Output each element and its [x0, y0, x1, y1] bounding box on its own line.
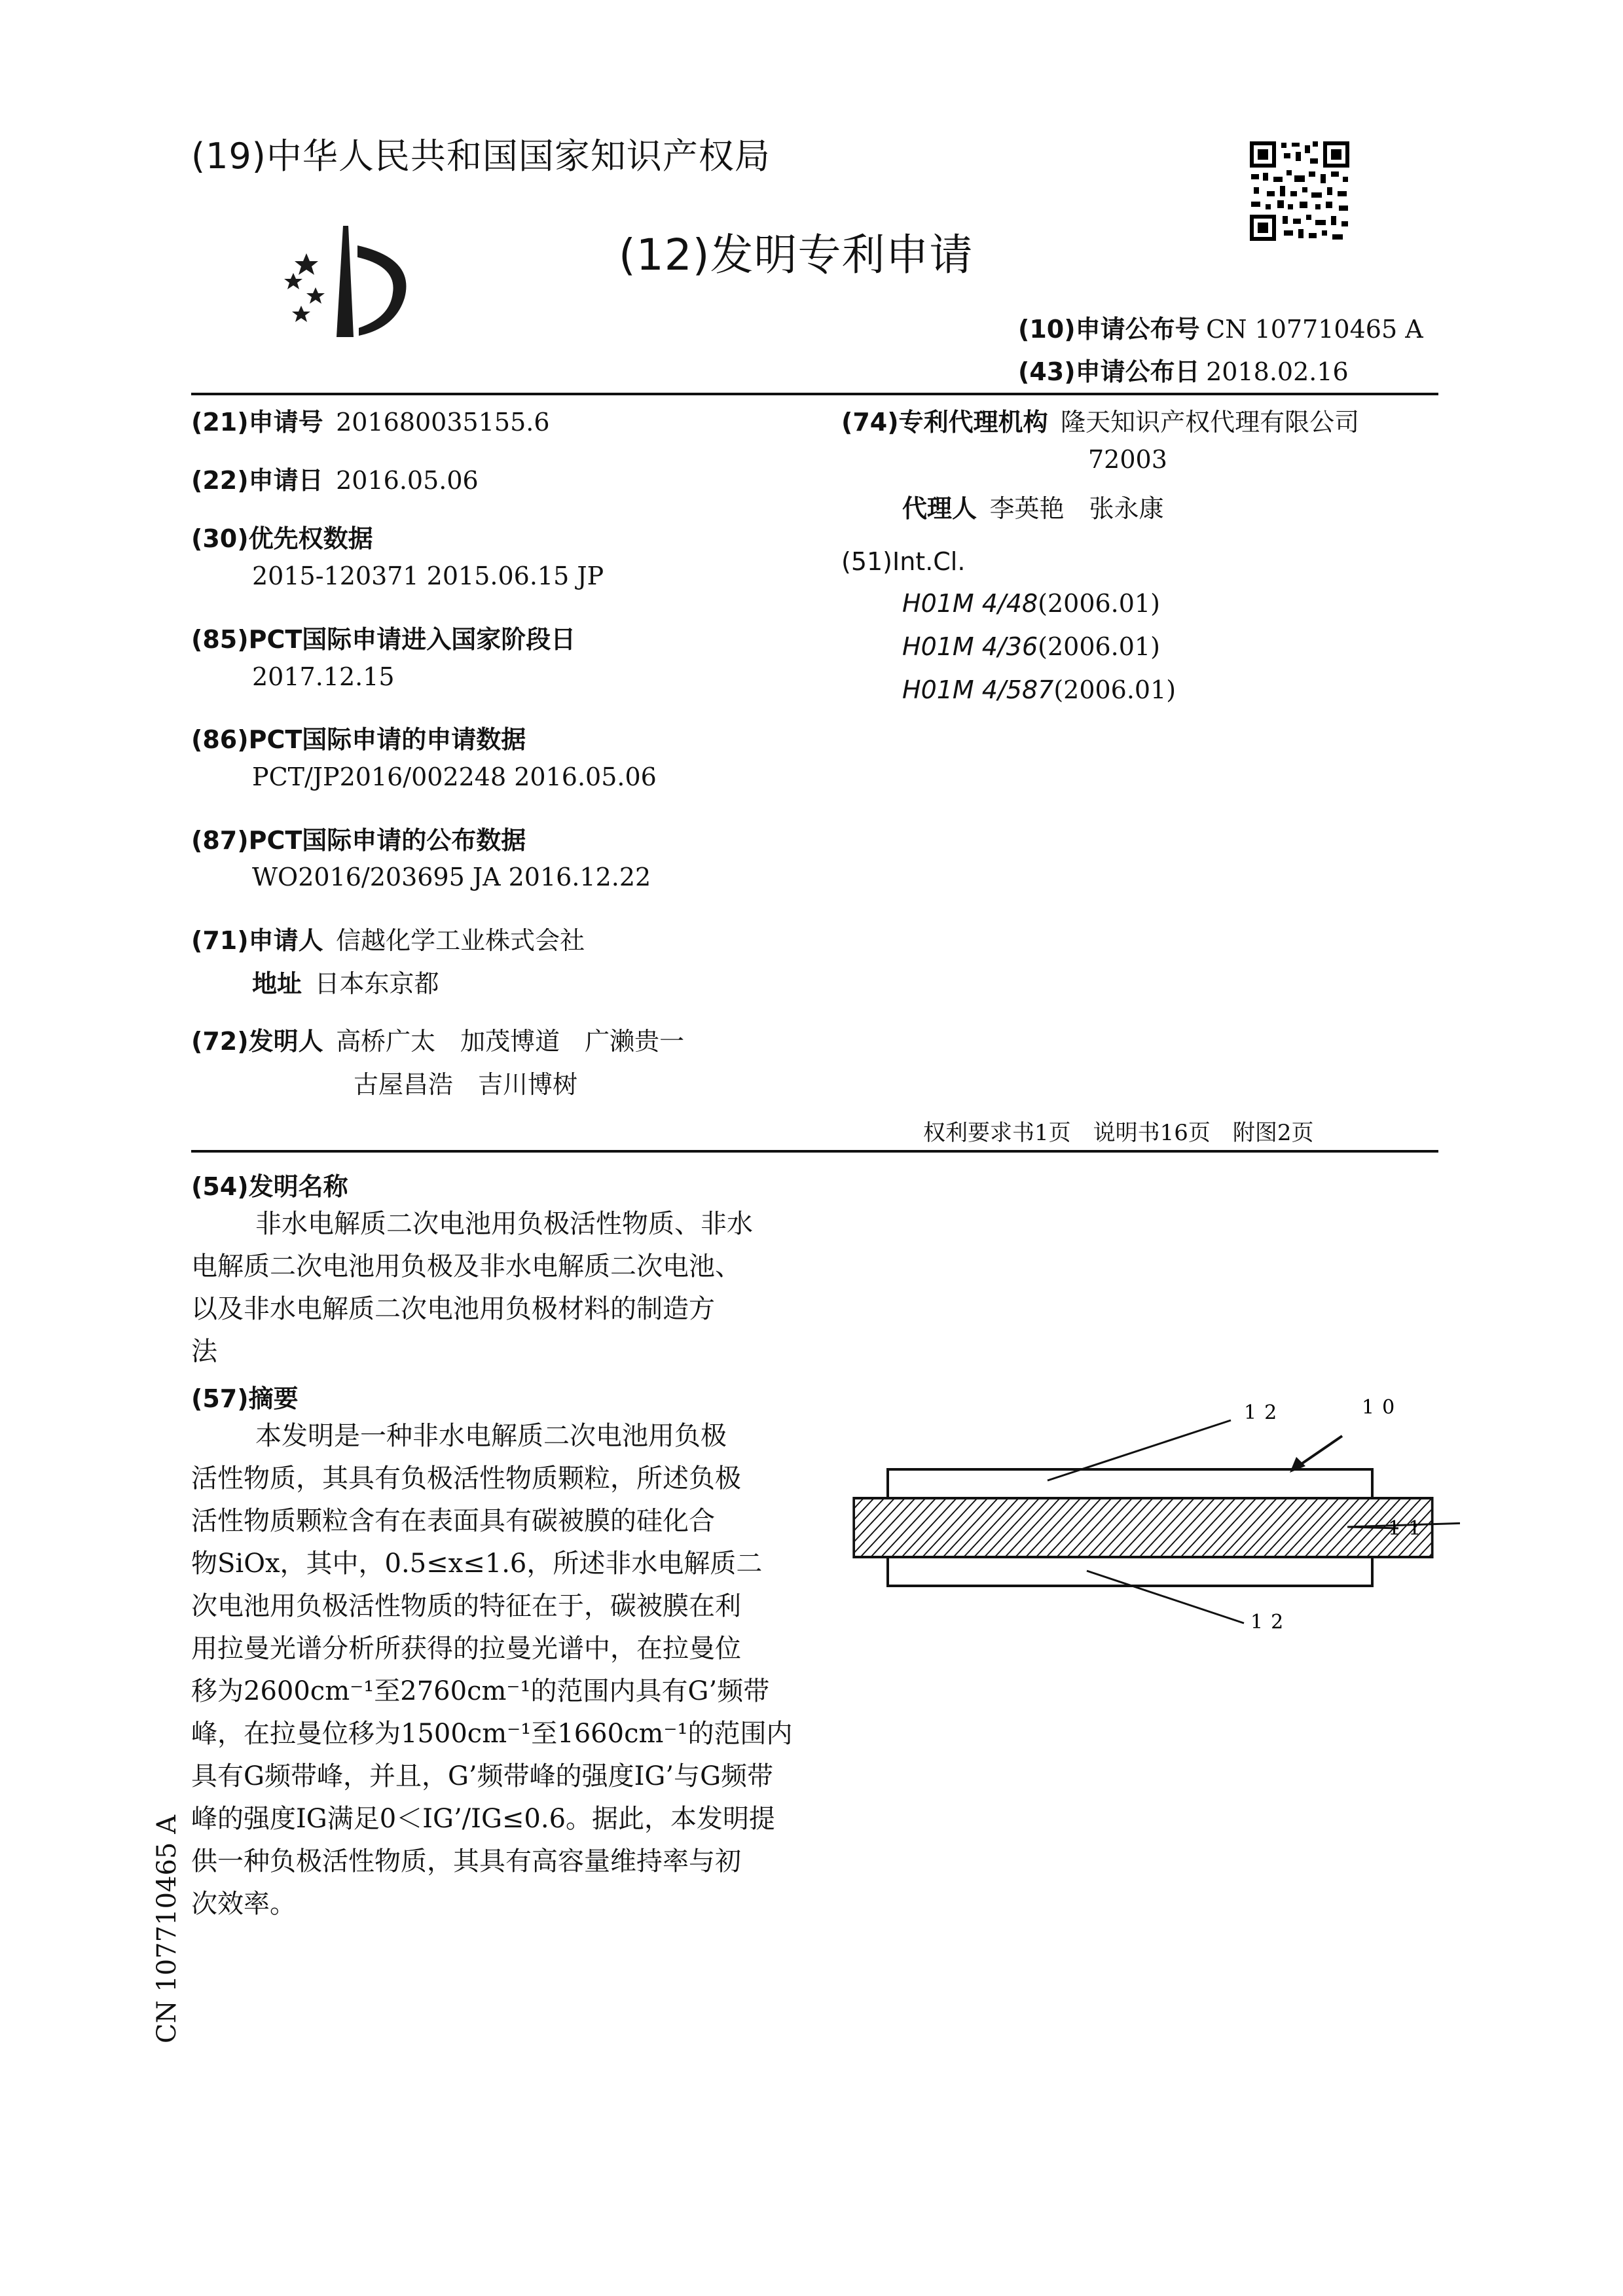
title-line: 非水电解质二次电池用负极活性物质、非水: [255, 1209, 753, 1239]
abstract-line: 活性物质，其具有负极活性物质颗粒，所述负极: [191, 1463, 741, 1494]
app-date: 2016.05.06: [336, 466, 479, 495]
abstract-text: [191, 1415, 800, 1926]
ipc-code: H01M 4/36: [902, 632, 1038, 661]
agency-row: [841, 402, 1359, 438]
ipc-year: (2006.01): [1053, 675, 1176, 704]
ipc-year: (2006.01): [1038, 589, 1160, 618]
app-no: 201680035155.6: [336, 408, 550, 437]
side-doc-number: CN 107710465 A: [152, 1815, 182, 2043]
ipc-year: (2006.01): [1038, 632, 1160, 661]
qr-code: [1247, 139, 1352, 243]
agency-label: (74)专利代理机构: [841, 408, 1048, 437]
agents: 李英艳 张永康: [989, 494, 1164, 523]
ipc-code: H01M 4/587: [902, 675, 1054, 704]
inventors-line1: 高桥广太 加茂博道 广濑贵一: [336, 1027, 685, 1056]
address: 日本东京都: [314, 969, 439, 998]
pub-no-label: (10)申请公布号: [1018, 315, 1200, 344]
title-line: 以及非水电解质二次电池用负极材料的制造方: [191, 1294, 715, 1324]
ipc-code: H01M 4/48: [902, 589, 1038, 618]
page-counts: 权利要求书1页 说明书16页 附图2页: [923, 1120, 1314, 1146]
applicant-row: [191, 920, 585, 956]
ipc-row: [902, 675, 1176, 705]
abstract-line: 峰的强度IG满足0＜IG’/IG≤0.6。据此，本发明提: [191, 1804, 776, 1834]
abstract-line: 峰，在拉曼位移为1500cm⁻¹至1660cm⁻¹的范围内: [191, 1719, 793, 1749]
pub-date-label: (43)申请公布日: [1018, 357, 1200, 386]
section-divider: [191, 1150, 1438, 1153]
applicant: 信越化学工业株式会社: [336, 926, 585, 955]
app-date-label: (22)申请日: [191, 466, 323, 495]
abstract-line: 次电池用负极活性物质的特征在于，碳被膜在利: [191, 1591, 741, 1621]
pub-date-row: [1018, 351, 1349, 387]
agent-label: 代理人: [902, 494, 977, 523]
electrode-figure: [838, 1368, 1460, 1643]
abstract-label: (57)摘要: [191, 1384, 299, 1413]
ipc-row: [902, 632, 1160, 662]
abstract-line: 本发明是一种非水电解质二次电池用负极: [255, 1421, 727, 1451]
cnipa-logo: [267, 219, 424, 344]
invention-title: [191, 1203, 800, 1373]
pct-entry-label: (85)PCT国际申请进入国家阶段日: [191, 625, 576, 654]
label-12-top: 12: [1244, 1401, 1285, 1424]
pub-no: CN 107710465 A: [1206, 315, 1423, 344]
intcl-label: (51)Int.Cl.: [841, 547, 966, 576]
priority-data: 2015-120371 2015.06.15 JP: [252, 562, 604, 590]
abstract-line: 活性物质颗粒含有在表面具有碳被膜的硅化合: [191, 1506, 715, 1536]
current-collector: [854, 1498, 1432, 1557]
app-no-label: (21)申请号: [191, 408, 323, 437]
title-line: 法: [191, 1336, 217, 1367]
inventors-label: (72)发明人: [191, 1027, 323, 1056]
abstract-line: 物SiOx，其中，0.5≤x≤1.6，所述非水电解质二: [191, 1549, 763, 1579]
address-row: [252, 963, 439, 999]
app-date-row: [191, 460, 479, 496]
pct-app-data: PCT/JP2016/002248 2016.05.06: [252, 762, 657, 791]
title-line: 电解质二次电池用负极及非水电解质二次电池、: [191, 1251, 741, 1282]
agency-code: 72003: [1088, 445, 1167, 474]
label-11: 11: [1388, 1517, 1429, 1540]
inventors-row: [191, 1021, 684, 1057]
app-no-row: [191, 402, 550, 438]
priority-label: (30)优先权数据: [191, 524, 373, 553]
agency: 隆天知识产权代理有限公司: [1061, 408, 1360, 437]
pub-date: 2018.02.16: [1206, 357, 1349, 386]
applicant-label: (71)申请人: [191, 926, 323, 955]
office-name: (19)中华人民共和国国家知识产权局: [191, 135, 771, 177]
title-label: (54)发明名称: [191, 1172, 348, 1201]
arrow-line: [1296, 1436, 1342, 1467]
address-label: 地址: [252, 969, 302, 998]
abstract-line: 移为2600cm⁻¹至2760cm⁻¹的范围内具有G’频带: [191, 1676, 770, 1706]
abstract-line: 次效率。: [191, 1889, 296, 1919]
pct-pub-data: WO2016/203695 JA 2016.12.22: [252, 863, 651, 891]
abstract-line: 供一种负极活性物质，其具有高容量维持率与初: [191, 1846, 741, 1876]
active-layer-top: [888, 1469, 1372, 1498]
pct-entry-date: 2017.12.15: [252, 662, 395, 691]
pub-no-row: [1018, 309, 1423, 345]
active-layer-bottom: [888, 1557, 1372, 1586]
label-10: 10: [1362, 1396, 1403, 1419]
document-kind: (12)发明专利申请: [619, 230, 974, 280]
ipc-row: [902, 589, 1160, 619]
header-divider: [191, 393, 1438, 395]
inventors-line2: 古屋昌浩 吉川博树: [354, 1070, 578, 1099]
pct-app-label: (86)PCT国际申请的申请数据: [191, 725, 526, 754]
label-12-bottom: 12: [1250, 1611, 1292, 1634]
abstract-line: 用拉曼光谱分析所获得的拉曼光谱中，在拉曼位: [191, 1634, 741, 1664]
abstract-line: 具有G频带峰，并且，G’频带峰的强度IG’与G频带: [191, 1761, 774, 1791]
pct-pub-label: (87)PCT国际申请的公布数据: [191, 826, 526, 855]
agent-row: [902, 488, 1164, 524]
